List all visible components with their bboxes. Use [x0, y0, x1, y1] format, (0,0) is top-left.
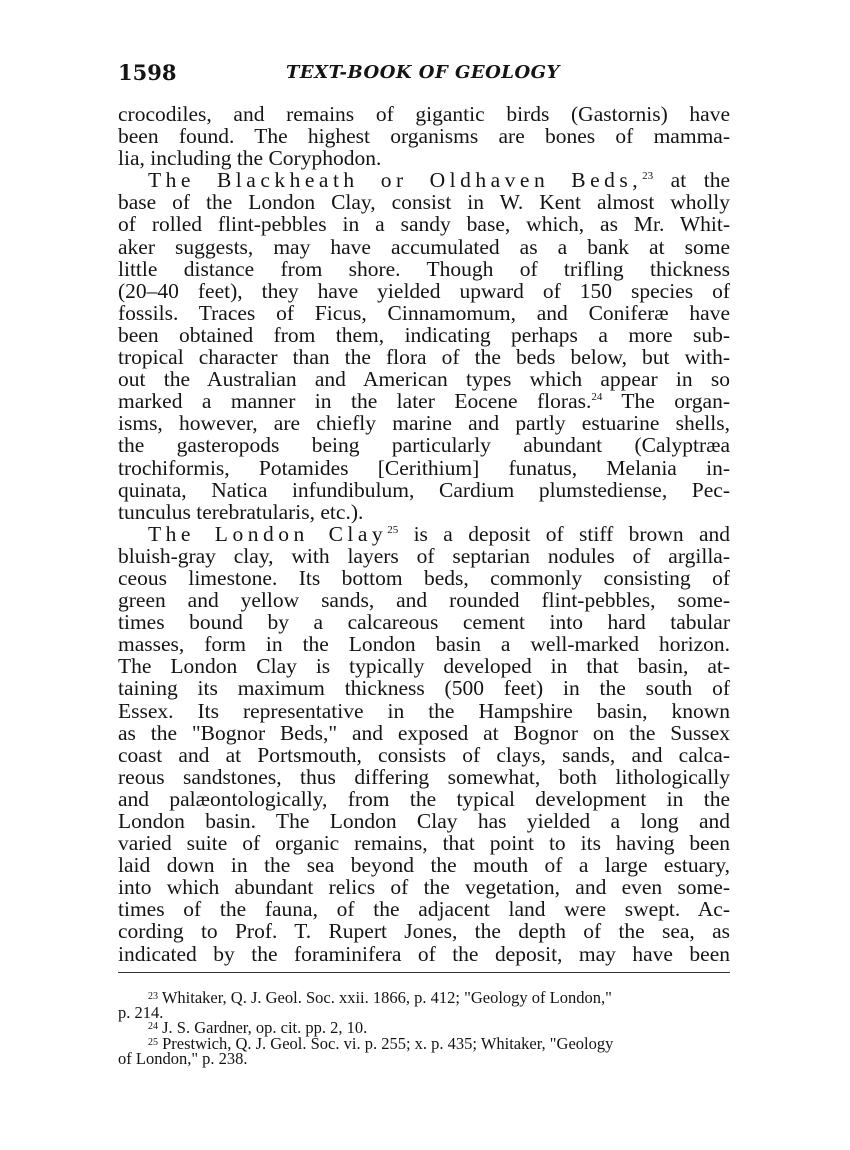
text-line: of rolled flint-pebbles in a sandy base, which, as Mr. Whit- — [118, 212, 730, 237]
term-london-clay: The London Clay — [148, 521, 388, 546]
footnote-mark: 23 — [148, 991, 158, 1002]
footnote-ref: 24 — [591, 391, 603, 404]
text-line: ceous limestone. Its bottom beds, commonly consisting of — [118, 565, 730, 590]
footnote-mark: 25 — [148, 1036, 158, 1048]
text-line: quinata, Natica infundibulum, Cardium plumstediense, Pec- — [118, 477, 730, 502]
text-line: London basin. The London Clay has yielded a long and — [118, 809, 730, 833]
text-line: isms, however, are chiefly marine and partly estuarine shells, — [118, 411, 730, 436]
text-line: times bound by a calcareous cement into hard tabular — [118, 610, 730, 635]
footnote-ref: 25 — [387, 523, 399, 536]
text-line: bluish-gray clay, with layers of septarian nodules of argilla- — [118, 543, 730, 568]
text-line: indicated by the foraminifera of the deposit, may have been — [118, 941, 730, 966]
text-line: cording to Prof. T. Rupert Jones, the depth of the sea, as — [118, 919, 730, 944]
text-line: fossils. Traces of Ficus, Cinnamomum, and Coniferæ have — [118, 300, 730, 325]
text-line: lia, including the Coryphodon. — [118, 146, 382, 171]
text-line: and palæontologically, from the typical development in the — [118, 786, 730, 811]
text-line: varied suite of organic remains, that point to its having been — [118, 831, 730, 856]
text-line: base of the London Clay, consist in W. Kent almost wholly — [118, 190, 730, 215]
text-line: as the "Bognor Beds," and exposed at Bognor on the Sussex — [118, 720, 730, 745]
footnote-23-continued: p. 214. — [118, 1003, 164, 1023]
running-title: TEXT-BOOK OF GEOLOGY — [286, 62, 560, 83]
text-line: been obtained from them, indicating perhaps a more sub- — [118, 322, 730, 347]
footnotes — [118, 990, 730, 1066]
text-line — [118, 390, 730, 412]
text-line: little distance from shore. Though of trifling thickness — [118, 256, 730, 281]
text-line: tropical character than the flora of the beds below, but with- — [118, 345, 730, 370]
text-span: marked a manner in the later Eocene floras. — [118, 389, 592, 414]
paragraph-start — [118, 169, 730, 191]
text-line: tunculus terebratularis, etc.). — [118, 499, 364, 524]
text-line: masses, form in the London basin a well-marked horizon. — [118, 632, 730, 657]
text-span: The organ- — [602, 389, 731, 414]
footnote-text: J. S. Gardner, op. cit. pp. 2, 10. — [162, 1018, 368, 1038]
text-line: trochiformis, Potamides [Cerithium] funatus, Melania in- — [118, 455, 730, 480]
text-line: The London Clay is typically developed in that basin, at- — [118, 654, 730, 679]
text-line: into which abundant relics of the vegetation, and even some- — [118, 875, 730, 900]
text-line: crocodiles, and remains of gigantic birds (Gastornis) have — [118, 102, 730, 126]
page-header — [118, 60, 730, 90]
text-line: laid down in the sea beyond the mouth of a large estuary, — [118, 853, 730, 878]
term-blackheath-beds: The Blackheath or Oldhaven Beds, — [148, 168, 643, 193]
footnote-23 — [118, 990, 730, 1005]
text-line: (20–40 feet), they have yielded upward of 150 species of — [118, 278, 730, 303]
text-line: coast and at Portsmouth, consists of clays, sands, and calca- — [118, 742, 730, 767]
body-text — [118, 103, 730, 965]
footnote-text: Prestwich, Q. J. Geol. Soc. vi. p. 255; x. p. 435; Whitaker, "Geology — [162, 1033, 614, 1053]
text-span: is a deposit of stiff brown and — [398, 521, 730, 546]
footnote-mark: 24 — [148, 1021, 158, 1033]
text-line: aker suggests, may have accumulated as a bank at some — [118, 234, 730, 259]
text-span: at the — [653, 168, 730, 193]
text-line: the gasteropods being particularly abundant (Calyptræa — [118, 433, 730, 458]
text-line: out the Australian and American types which appear in so — [118, 367, 730, 392]
footnote-25-continued: of London," p. 238. — [118, 1048, 248, 1068]
text-line: Essex. Its representative in the Hampshire basin, known — [118, 698, 730, 723]
text-line: reous sandstones, thus differing somewhat, both lithologically — [118, 764, 730, 789]
footnote-divider — [118, 972, 730, 973]
footnote-ref: 23 — [642, 170, 654, 183]
paragraph-start — [118, 523, 730, 545]
text-line: times of the fauna, of the adjacent land were swept. Ac- — [118, 897, 730, 922]
text-line: been found. The highest organisms are bones of mamma- — [118, 124, 730, 149]
footnote-text: Whitaker, Q. J. Geol. Soc. xxii. 1866, p. 412; "Geology of London," — [161, 988, 612, 1007]
text-line: green and yellow sands, and rounded flint-pebbles, some- — [118, 588, 730, 613]
page-number: 1598 — [118, 60, 177, 85]
text-line: taining its maximum thickness (500 feet) in the south of — [118, 676, 730, 701]
